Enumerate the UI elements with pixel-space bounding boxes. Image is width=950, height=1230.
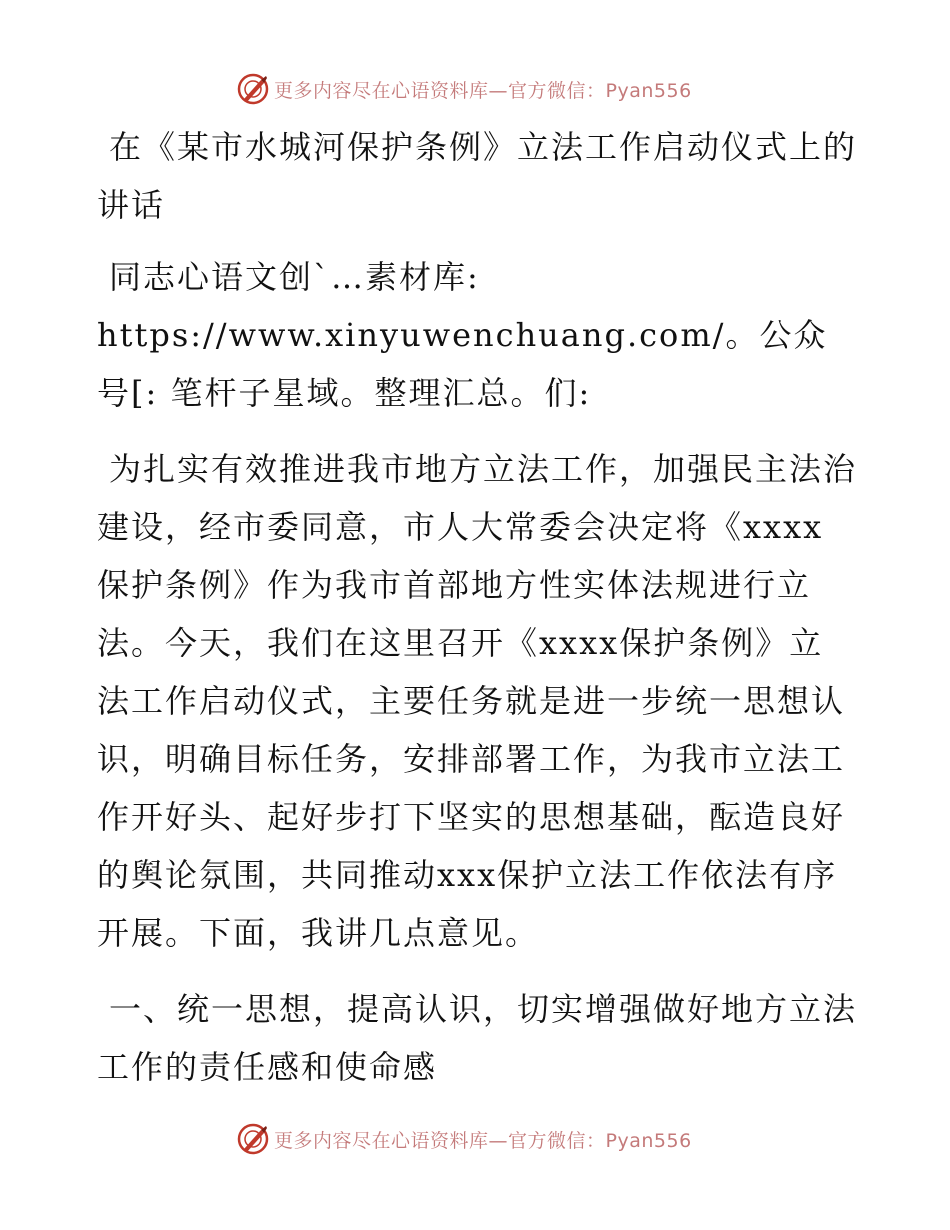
pen-logo-icon — [236, 72, 270, 106]
footer-banner — [236, 1122, 716, 1156]
body-paragraph: 为扎实有效推进我市地方立法工作，加强民主法治建设，经市委同意，市人大常委会决定将《xxxx保护条例》作为我市首部地方性实体法规进行立法。今天，我们在这里召开《xxxx保护条例》立法工作启动仪式，主要任务就是进一步统一思想认识，明确目标任务，安排部署工作，为我市立法工作开好头、起好步打下坚实的思想基础，酝造良好的舆论氛围，共同推动xxx保护立法工作依法有序开展。下面，我讲几点意见。 — [97, 450, 858, 952]
section-heading: 一、统一思想，提高认识，切实增强做好地方立法工作的责任感和使命感 — [97, 990, 858, 1086]
document-body — [97, 118, 857, 1114]
pen-logo-icon — [236, 1122, 270, 1156]
header-banner-text: 更多内容尽在心语资料库—官方微信：Pyan556 — [274, 79, 692, 102]
document-title: 在《某市水城河保护条例》立法工作启动仪式上的讲话 — [97, 128, 858, 224]
header-banner — [236, 72, 716, 106]
salutation: 同志心语文创`…素材库: https://www.xinyuwenchuang.com/。公众号[: 笔杆子星域。整理汇总。们: — [97, 258, 828, 412]
footer-banner-text: 更多内容尽在心语资料库—官方微信：Pyan556 — [274, 1129, 692, 1152]
